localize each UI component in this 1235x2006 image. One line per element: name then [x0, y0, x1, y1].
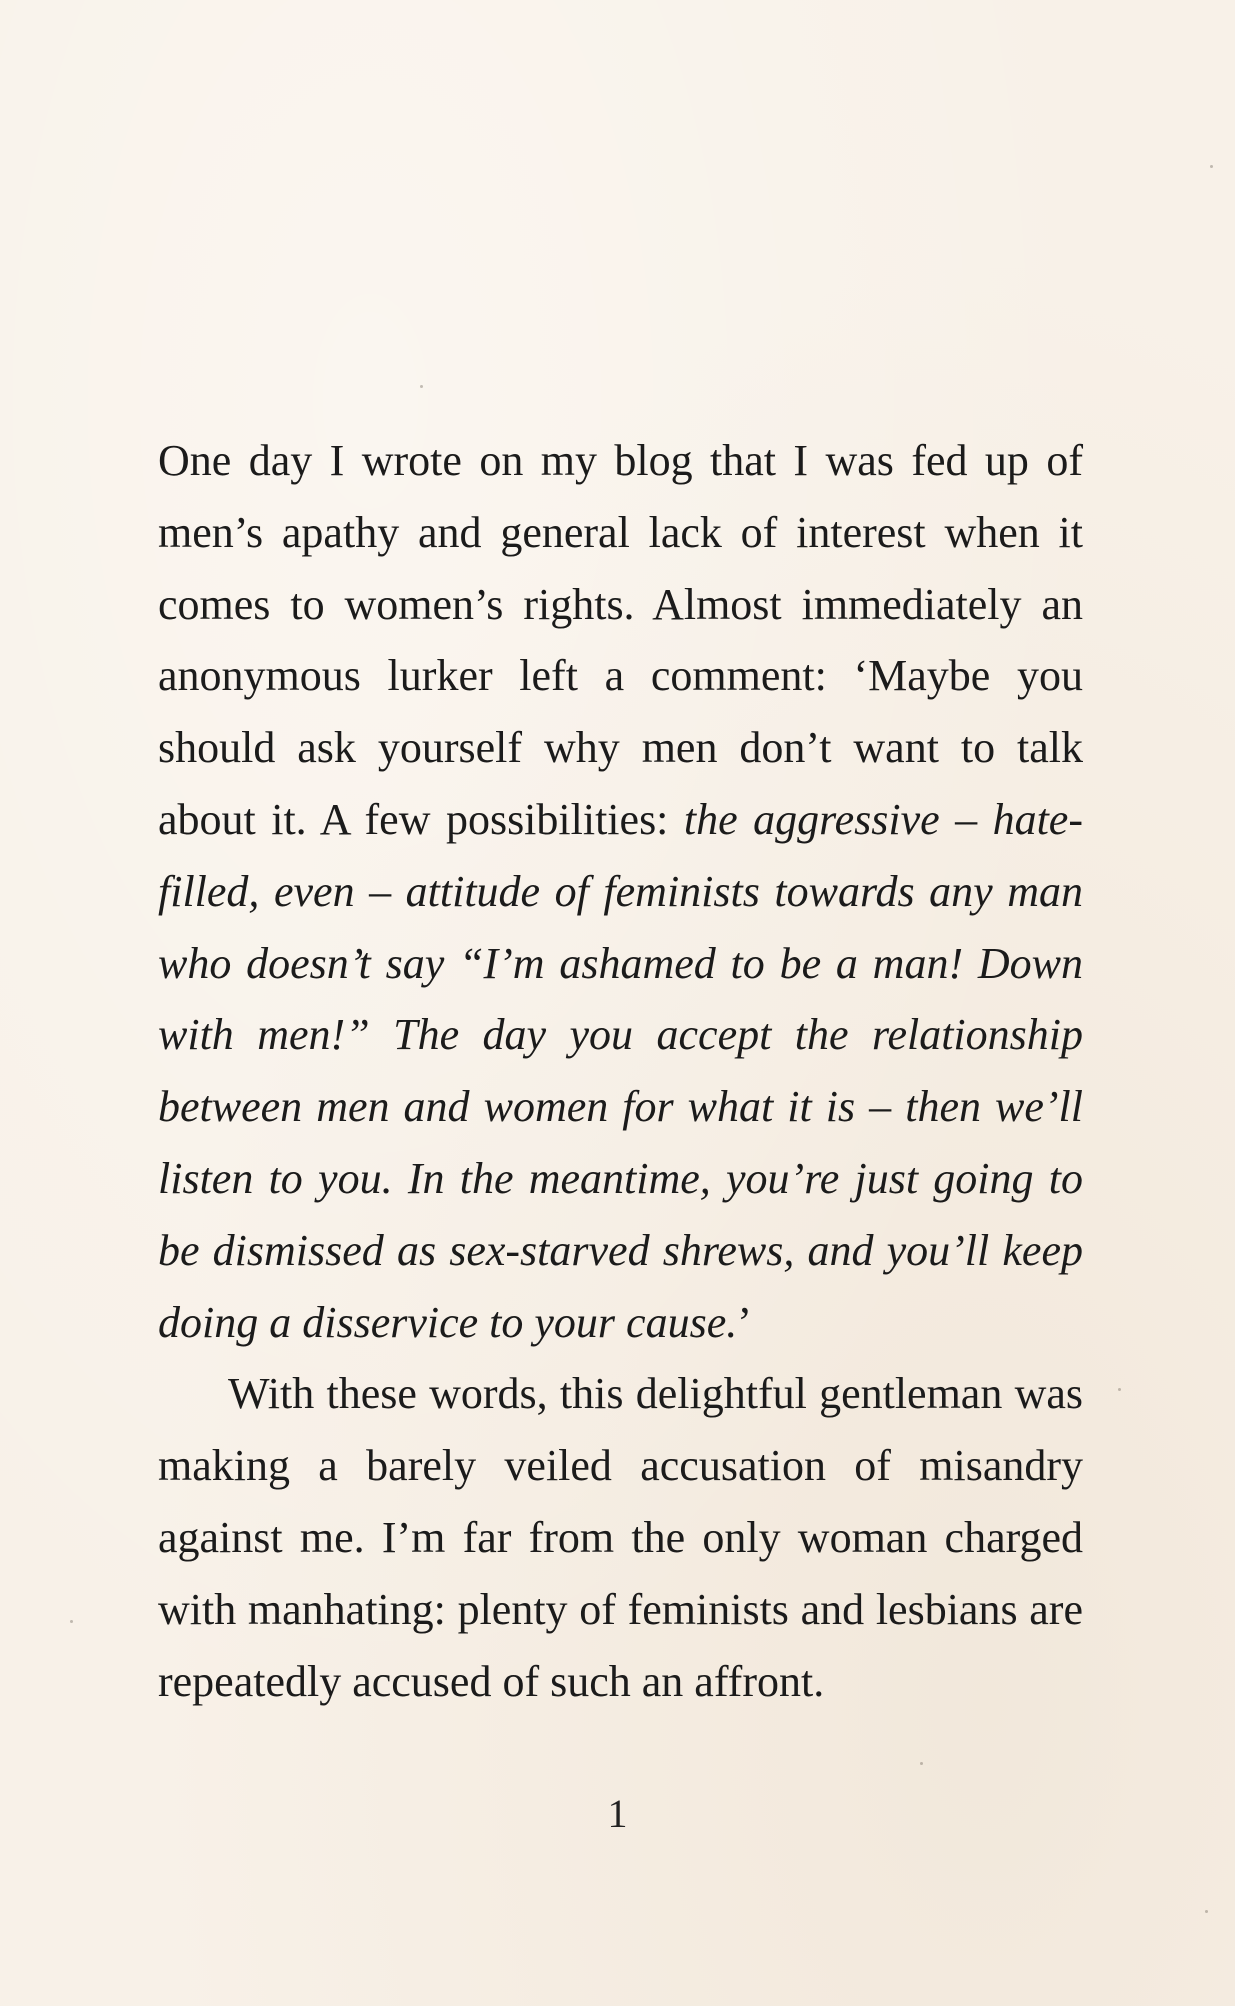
quoted-comment: the aggressive – hate-filled, even – attitude of feminists towards any man who doesn’t say “I’m ashamed to be a man! Down with men!” The day you accept the relationship between men and women for what it is – then we’ll listen to you. In the meantime, you’re just going to be dismissed as sex-starved shrews, and you’ll keep doing a disservice to your cause.	[158, 794, 1083, 1347]
scan-speck	[1210, 165, 1213, 168]
scan-speck	[1205, 1910, 1208, 1913]
scan-speck	[70, 1620, 73, 1623]
paragraph-1	[158, 425, 1083, 1358]
scan-speck	[420, 385, 423, 388]
scan-speck	[920, 1762, 923, 1765]
paragraph-1-intro: One day I wrote on my blog that I was fed up of men’s apathy and general lack of interest when it comes to women’s rights. Almost immediately an anonymous lurker left a comment: ‘Maybe you should ask yourself why men don’t want to talk about it. A few possibilities:	[158, 436, 1083, 844]
body-text	[158, 425, 1083, 1717]
closing-quote-mark: ’	[737, 1297, 752, 1347]
scan-speck	[1118, 1388, 1121, 1391]
paragraph-2: With these words, this delightful gentleman was making a barely veiled accusation of misandry against me. I’m far from the only woman charged with manhating: plenty of feminists and lesbians are repeatedly accused of such an affront.	[158, 1369, 1083, 1706]
page-number: 1	[607, 1791, 628, 1836]
